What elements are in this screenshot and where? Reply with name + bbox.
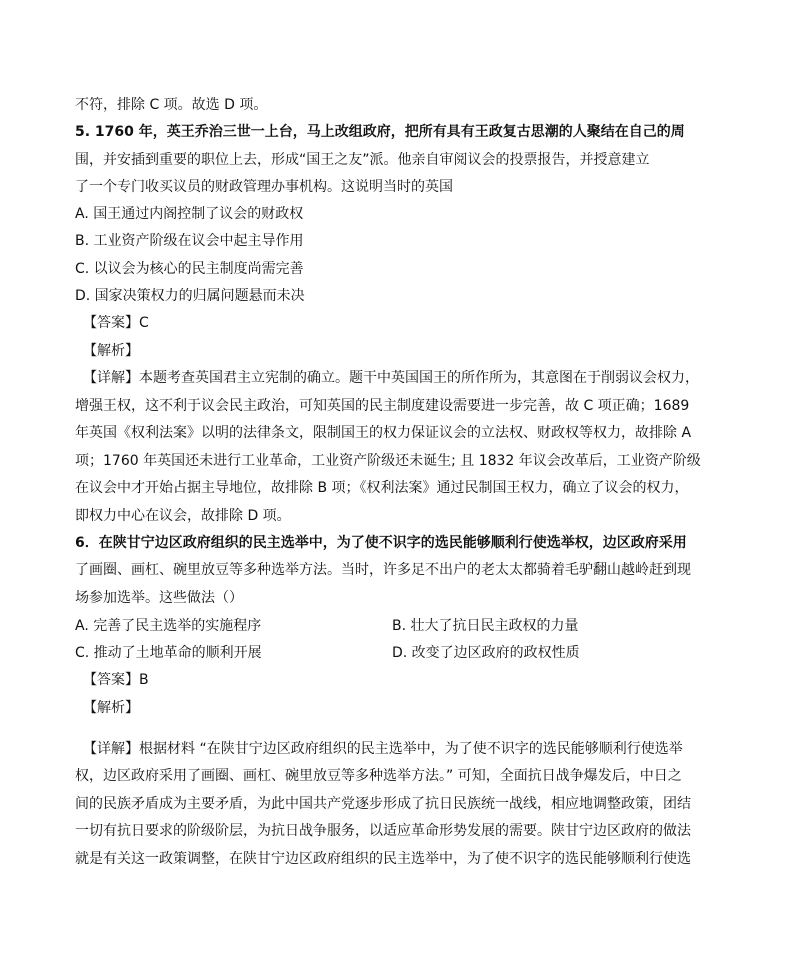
question-6-stem-line-3: 场参加选举。这些做法（） (75, 590, 243, 606)
question-5-stem-line-1: 5. 1760 年，英王乔治三世一上台，马上改组政府，把所有具有王政复古思潮的人聚结在自己的周 (75, 124, 685, 140)
question-5-stem-line-3: 了一个专门收买议员的财政管理办事机构。这说明当时的英国 (75, 179, 453, 195)
question-5-analysis-heading: 【解析】 (83, 343, 139, 359)
question-6-analysis-heading: 【解析】 (83, 700, 139, 716)
question-6-stem-line-2: 了画圈、画杠、碗里放豆等多种选举方法。当时，许多足不出户的老太太都骑着毛驴翻山越岭赶到现 (75, 562, 691, 578)
question-5-detail-line-1: 【详解】本题考查英国君主立宪制的确立。题干中英国国王的所作所为，其意图在于削弱议会权力， (83, 370, 699, 386)
question-5-answer: 【答案】C (83, 315, 149, 331)
question-5-detail-line-5: 在议会中才开始占据主导地位，故排除 B 项；《权利法案》通过民制国王权力，确立了议会的权力， (75, 480, 689, 496)
question-5-option-a: A. 国王通过内阁控制了议会的财政权 (75, 206, 304, 222)
question-6-option-c: C. 推动了土地革命的顺利开展 (75, 645, 262, 661)
question-5-option-d: D. 国家决策权力的归属问题悬而未决 (75, 288, 305, 304)
question-6-detail-line-4: 一切有抗日要求的阶级阶层，为抗日战争服务，以适应革命形势发展的需要。陕甘宁边区政府的做法 (75, 823, 691, 839)
question-5-detail-line-4: 项；1760 年英国还未进行工业革命，工业资产阶级还未诞生; 且 1832 年议会改革后，工业资产阶级 (75, 453, 701, 469)
question-5-option-b: B. 工业资产阶级在议会中起主导作用 (75, 233, 304, 249)
question-6-option-a: A. 完善了民主选举的实施程序 (75, 618, 262, 634)
question-5-detail-line-6: 即权力中心在议会，故排除 D 项。 (75, 508, 291, 524)
question-5-option-c: C. 以议会为核心的民主制度尚需完善 (75, 261, 304, 277)
question-6-option-d: D. 改变了边区政府的政权性质 (392, 645, 580, 661)
question-6-detail-line-1: 【详解】根据材料 “在陕甘宁边区政府组织的民主选举中，为了使不识字的选民能够顺利行使选举 (83, 741, 683, 757)
question-6-detail-line-2: 权，边区政府采用了画圈、画杠、碗里放豆等多种选举方法。” 可知，全面抗日战争爆发后，中日之 (75, 768, 682, 784)
question-6-stem-line-1: 6．在陕甘宁边区政府组织的民主选举中，为了使不识字的选民能够顺利行使选举权，边区政府采用 (75, 535, 687, 551)
text-line: 不符，排除 C 项。故选 D 项。 (75, 97, 268, 113)
question-6-option-b: B. 壮大了抗日民主政权的力量 (392, 618, 579, 634)
question-5-stem-line-2: 围，并安插到重要的职位上去，形成“国王之友”派。他亲自审阅议会的投票报告，并授意建立 (75, 152, 650, 168)
question-5-detail-line-3: 年英国《权利法案》以明的法律条文，限制国王的权力保证议会的立法权、财政权等权力，故排除 A (75, 425, 692, 441)
question-6-detail-line-3: 间的民族矛盾成为主要矛盾，为此中国共产党逐步形成了抗日民族统一战线，相应地调整政策，团结 (75, 796, 691, 812)
question-5-detail-line-2: 增强王权，这不利于议会民主政治，可知英国的民主制度建设需要进一步完善，故 C 项正确；1689 (75, 398, 690, 414)
question-6-answer: 【答案】B (83, 672, 149, 688)
question-6-detail-line-5: 就是有关这一政策调整，在陕甘宁边区政府组织的民主选举中，为了使不识字的选民能够顺利行使选 (75, 851, 691, 867)
